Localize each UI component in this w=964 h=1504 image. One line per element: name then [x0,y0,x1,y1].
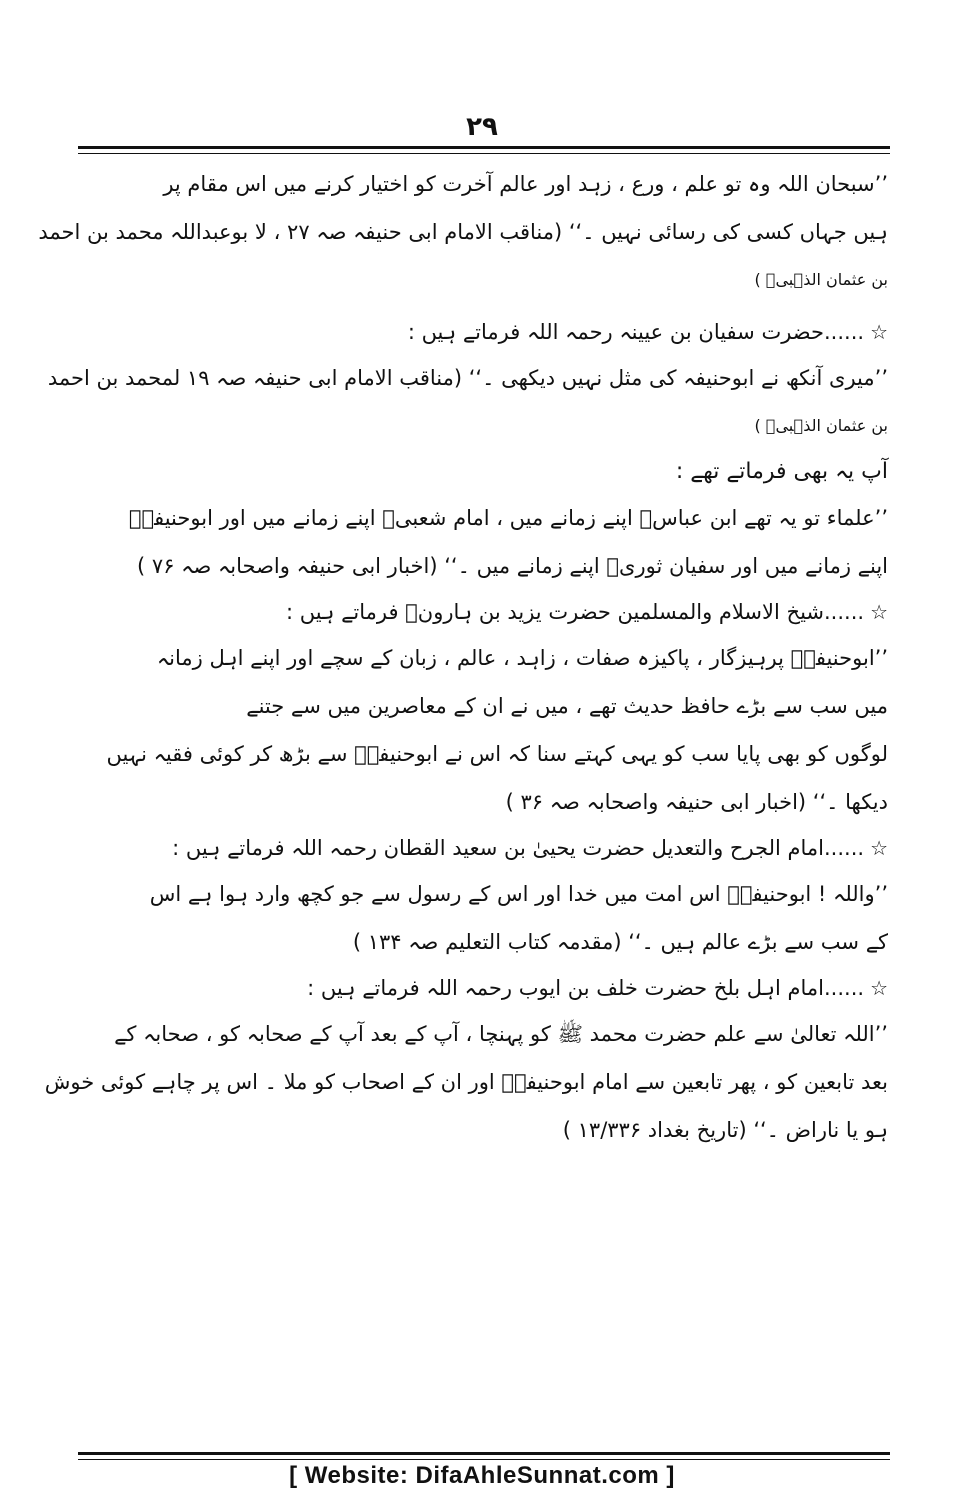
text-line: ’’ابوحنیفہؒ پرہیزگار ، پاکیزہ صفات ، زاہد ، عالم ، زبان کے سچے اور اپنے اہل زمانہ [156,646,888,670]
paragraph-heading: آپ یہ بھی فرماتے تھے : [675,459,888,484]
text-line: کے سب سے بڑے عالم ہیں ۔‘‘ (مقدمہ کتاب التعلیم صہ ۱۳۴ ) [352,930,888,954]
text-line: ہیں جہاں کسی کی رسائی نہیں ۔‘‘ (مناقب الامام ابی حنیفہ صہ ۲۷ ، لا بوعبداللہ محمد بن احمد [38,220,888,244]
bottom-rule [78,1452,890,1460]
quote-block [149,870,888,966]
quote-block [106,634,888,826]
text-line: اپنے زمانے میں اور سفیان ثوریؒ اپنے زمانے میں ۔‘‘ (اخبار ابی حنیفہ واصحابہ صہ ۷۶ ) [137,554,888,578]
text-line: بعد تابعین کو ، پھر تابعین سے امام ابوحنیفہؒ اور ان کے اصحاب کو ملا ۔ اس پر چاہے کوئی خوش [44,1070,888,1094]
quote-block [128,494,888,590]
star-icon: ☆ [870,836,888,860]
text-line: لوگوں کو بھی پایا سب کو یہی کہتے سنا کہ اس نے ابوحنیفہؒ سے بڑھ کر کوئی فقیہ نہیں [106,742,888,766]
text-line: ’’سبحان اللہ وہ تو علم ، ورع ، زہد اور عالم آخرت کو اختیار کرنے میں اس مقام پر [163,172,888,196]
text-line: ’’میری آنکھ نے ابوحنیفہ کی مثل نہیں دیکھی ۔‘‘ (مناقب الامام ابی حنیفہ صہ ۱۹ لمحمد بن احمد [47,366,888,390]
quote-block [38,160,888,304]
list-item [168,826,888,870]
text-line: دیکھا ۔‘‘ (اخبار ابی حنیفہ واصحابہ صہ ۳۶ ) [505,790,888,814]
text-line: ’’اللہ تعالیٰ سے علم حضرت محمد ﷺ کو پہنچا ، آپ کے بعد آپ کے صحابہ کو ، صحابہ کے [114,1022,888,1046]
page-number: ۲۹ [466,112,498,142]
website-footer: [ Website: DifaAhleSunnat.com ] [289,1462,675,1489]
star-icon: ☆ [870,320,888,344]
star-icon: ☆ [870,976,888,1000]
list-item [168,310,888,354]
star-icon: ☆ [870,600,888,624]
text-line: ہو یا ناراض ۔‘‘ (تاریخ بغداد ۱۳/۳۳۶ ) [562,1118,888,1142]
text-line: ’’واللہ ! ابوحنیفہؒ اس امت میں خدا اور اس کے رسول سے جو کچھ وارد ہوا ہے اس [149,882,888,906]
quote-block [44,1010,888,1154]
item-heading: ......شیخ الاسلام والمسلمین حضرت یزید بن ہارونؒ فرماتے ہیں : [286,600,865,624]
text-line: ’’علماء تو یہ تھے ابن عباسؓ اپنے زمانے میں ، امام شعبیؒ اپنے زمانے میں اور ابوحنیفہؒ [128,506,888,530]
item-heading: ......امام اہل بلخ حضرت خلف بن ایوب رحمہ اللہ فرماتے ہیں : [307,976,865,1000]
list-item [168,590,888,634]
top-rule [78,146,890,154]
quote-block [47,354,888,450]
reference-line: بن عثمان الذہبیؒ ) [754,416,888,435]
text-line: میں سب سے بڑے حافظ حدیث تھے ، میں نے ان کے معاصرین میں سے جتنے [246,694,888,718]
item-heading: ......امام الجرح والتعدیل حضرت یحییٰ بن سعید القطان رحمہ اللہ فرماتے ہیں : [172,836,865,860]
page-body [38,160,888,1154]
reference-line: بن عثمان الذہبیؒ ) [754,270,888,289]
item-heading: ......حضرت سفیان بن عیینہ رحمہ اللہ فرماتے ہیں : [407,320,865,344]
list-item [168,966,888,1010]
